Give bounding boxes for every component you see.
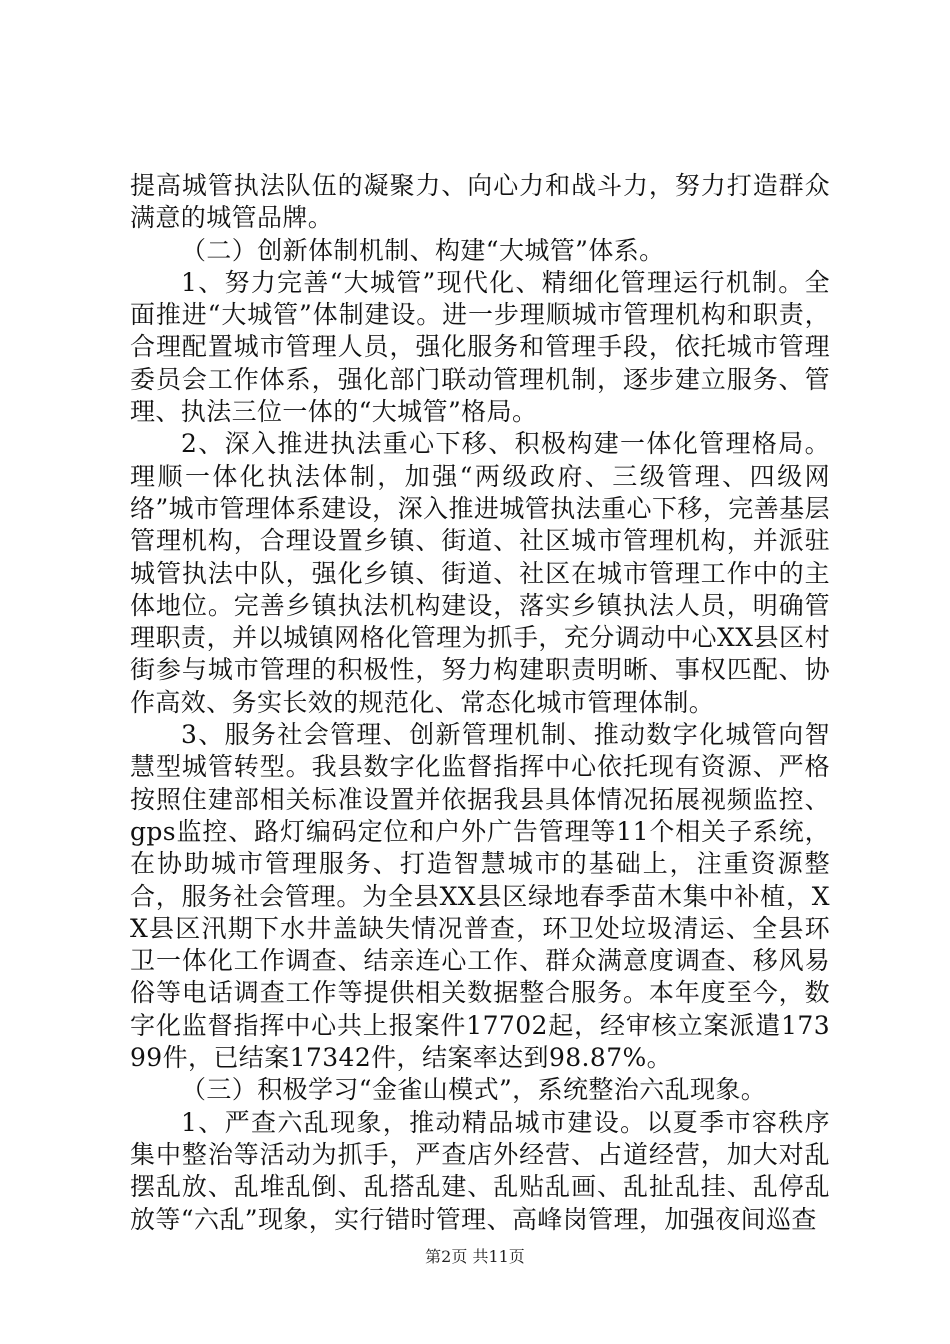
paragraph-item-1: 1、努力完善“大城管”现代化、精细化管理运行机制。全面推进“大城管”体制建设。进一步理顺城市管理机构和职责，合理配置城市管理人员，强化服务和管理手段，依托城市管理委员会工作体系，强化部门联动管理机制，逐步建立服务、管理、执法三位一体的“大城管”格局。 [130,267,830,427]
page-footer: 第2页 共11页 [425,1247,525,1266]
paragraph-continuation: 提高城管执法队伍的凝聚力、向心力和战斗力，努力打造群众满意的城管品牌。 [130,171,830,233]
section-heading-2: （二）创新体制机制、构建“大城管”体系。 [181,235,665,265]
paragraph-item-3: 3、服务社会管理、创新管理机制、推动数字化城管向智慧型城管转型。我县数字化监督指挥中心依托现有资源、严格按照住建部相关标准设置并依据我县具体情况拓展视频监控、gps监控、路灯编码定位和户外广告管理等11个相关子系统，在协助城市管理服务、打造智慧城市的基础上，注重资源整合，服务社会管理。为全县XX县区绿地春季苗木集中补植，XX县区汛期下水井盖缺失情况普查，环卫处垃圾清运、全县环卫一体化工作调查、结亲连心工作、群众满意度调查、移风易俗等电话调查工作等提供相关数据整合服务。本年度至今，数字化监督指挥中心共上报案件17702起，经审核立案派遣17399件，已结案17342件，结案率达到98.87%。 [130,720,830,1073]
paragraph-item-3-1: 1、严查六乱现象，推动精品城市建设。以夏季市容秩序集中整治等活动为抓手，严查店外经营、占道经营，加大对乱摆乱放、乱堆乱倒、乱搭乱建、乱贴乱画、乱扯乱挂、乱停乱放等“六乱”现象，实行错时管理、高峰岗管理，加强夜间巡查 [130,1107,830,1234]
section-heading-3: （三）积极学习“金雀山模式”，系统整治六乱现象。 [181,1075,767,1105]
paragraph-item-2: 2、深入推进执法重心下移、积极构建一体化管理格局。理顺一体化执法体制，加强“两级政府、三级管理、四级网络”城市管理体系建设，深入推进城管执法重心下移，完善基层管理机构，合理设置乡镇、街道、社区城市管理机构，并派驻城管执法中队，强化乡镇、街道、社区在城市管理工作中的主体地位。完善乡镇执法机构建设，落实乡镇执法人员，明确管理职责，并以城镇网格化管理为抓手，充分调动中心XX县区村街参与城市管理的积极性，努力构建职责明晰、事权匹配、协作高效、务实长效的规范化、常态化城市管理体制。 [130,429,830,717]
document-body [130,170,830,1236]
